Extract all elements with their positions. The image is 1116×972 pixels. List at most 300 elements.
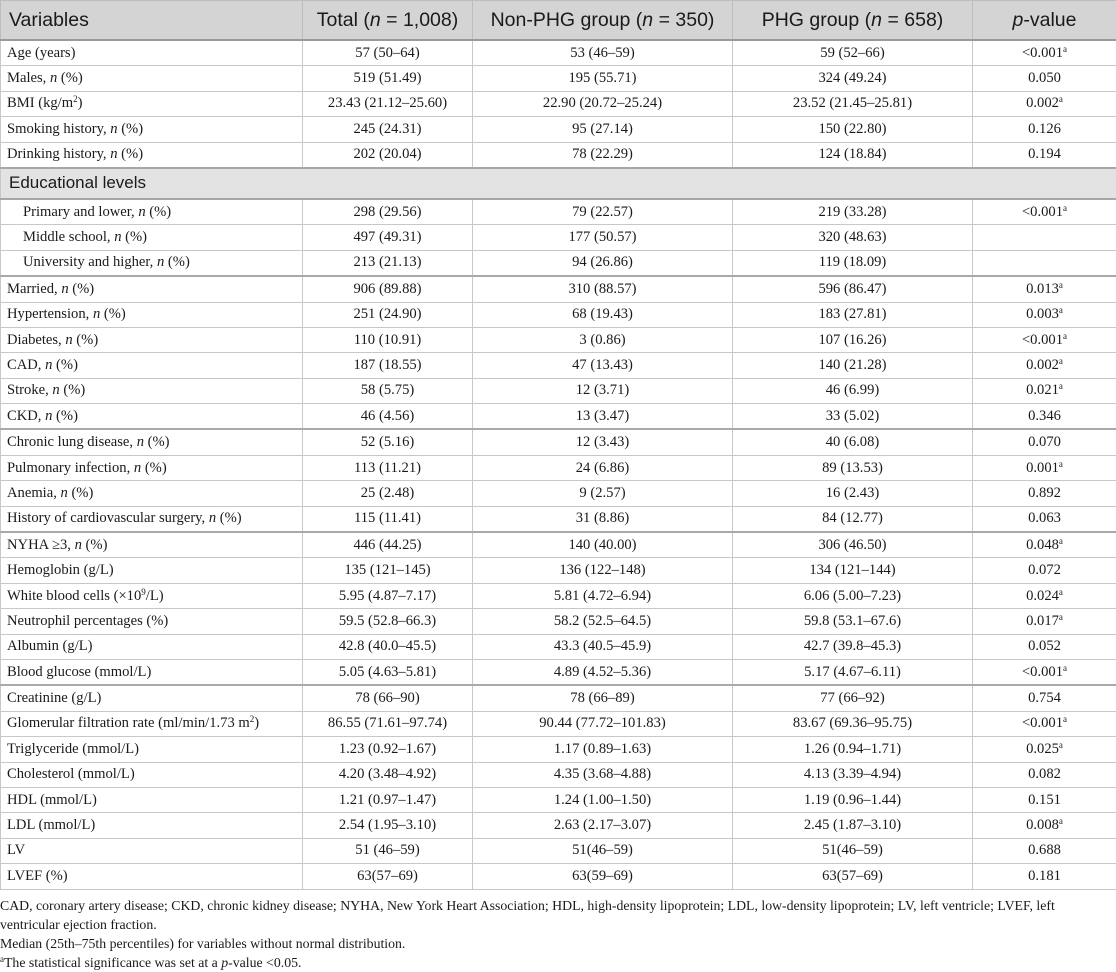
cell-non-phg: 58.2 (52.5–64.5) (473, 609, 733, 634)
header-p-post: -value (1023, 9, 1076, 31)
label-italic-n: n (61, 485, 68, 501)
table-row (1, 737, 1116, 762)
significance-marker: a (1059, 280, 1063, 290)
variable-label (1, 455, 303, 480)
cell-p-value (973, 250, 1116, 276)
variable-label (1, 117, 303, 142)
cell-non-phg: 195 (55.71) (473, 66, 733, 91)
cell-p-value (973, 813, 1116, 838)
header-variables-text: Variables (9, 9, 89, 31)
label-text: Drinking history, (7, 146, 110, 162)
cell-p-value (973, 142, 1116, 168)
label-text: CAD, (7, 357, 45, 373)
header-non-phg (473, 1, 733, 41)
header-phg-pre: PHG group ( (762, 9, 871, 31)
variable-label (1, 838, 303, 863)
cell-phg: 2.45 (1.87–3.10) (733, 813, 973, 838)
label-suffix: (%) (60, 382, 86, 398)
p-value-text: <0.001 (1022, 715, 1063, 731)
label-suffix: (%) (57, 70, 83, 86)
label-text: Middle school, (23, 229, 114, 245)
p-value-text: 0.002 (1026, 357, 1059, 373)
cell-total: 251 (24.90) (303, 302, 473, 327)
label-suffix: ) (78, 95, 83, 111)
cell-phg: 219 (33.28) (733, 199, 973, 225)
cell-p-value (973, 659, 1116, 685)
p-value-text: 0.025 (1026, 741, 1059, 757)
cell-p-value (973, 302, 1116, 327)
cell-p-value (973, 378, 1116, 403)
cell-p-value (973, 481, 1116, 506)
cell-phg: 320 (48.63) (733, 225, 973, 250)
label-text: History of cardiovascular surgery, (7, 510, 209, 526)
cell-non-phg: 9 (2.57) (473, 481, 733, 506)
cell-total: 5.95 (4.87–7.17) (303, 583, 473, 608)
p-value-text: 0.003 (1026, 306, 1059, 322)
cell-phg: 51(46–59) (733, 838, 973, 863)
label-italic-n: n (137, 434, 144, 450)
label-text: Age (years) (7, 45, 75, 61)
variable-label (1, 506, 303, 532)
p-value-text: 0.151 (1028, 792, 1061, 808)
cell-total: 63(57–69) (303, 864, 473, 889)
cell-phg: 63(57–69) (733, 864, 973, 889)
label-italic-n: n (110, 121, 117, 137)
cell-p-value (973, 634, 1116, 659)
table-row (1, 378, 1116, 403)
label-suffix: (%) (164, 254, 190, 270)
cell-non-phg: 43.3 (40.5–45.9) (473, 634, 733, 659)
variable-label (1, 634, 303, 659)
label-suffix: ) (254, 715, 259, 731)
cell-p-value (973, 404, 1116, 430)
label-italic-n: n (209, 510, 216, 526)
cell-non-phg: 310 (88.57) (473, 276, 733, 302)
footnote-sig-pre: The statistical significance was set at a (4, 955, 221, 970)
cell-total: 52 (5.16) (303, 429, 473, 455)
label-text: LDL (mmol/L) (7, 817, 95, 833)
label-superscript: 9 (141, 587, 146, 597)
cell-total: 446 (44.25) (303, 532, 473, 558)
cell-non-phg: 63(59–69) (473, 864, 733, 889)
variable-label (1, 40, 303, 66)
cell-total: 113 (11.21) (303, 455, 473, 480)
cell-p-value (973, 609, 1116, 634)
cell-p-value (973, 532, 1116, 558)
significance-marker: a (1063, 663, 1067, 673)
variable-label (1, 225, 303, 250)
table-row (1, 225, 1116, 250)
p-value-text: 0.072 (1028, 562, 1061, 578)
table-row (1, 609, 1116, 634)
label-suffix: (%) (144, 434, 170, 450)
cell-phg: 6.06 (5.00–7.23) (733, 583, 973, 608)
label-text: Diabetes, (7, 332, 65, 348)
cell-total: 1.23 (0.92–1.67) (303, 737, 473, 762)
label-text: LVEF (%) (7, 868, 68, 884)
cell-total: 115 (11.41) (303, 506, 473, 532)
cell-p-value (973, 787, 1116, 812)
table-row (1, 532, 1116, 558)
cell-p-value (973, 327, 1116, 352)
label-suffix: /L) (146, 588, 164, 604)
table-row (1, 634, 1116, 659)
label-text: Hemoglobin (g/L) (7, 562, 114, 578)
section-row (1, 168, 1116, 199)
p-value-text: 0.017 (1026, 613, 1059, 629)
cell-phg: 183 (27.81) (733, 302, 973, 327)
label-text: Albumin (g/L) (7, 638, 93, 654)
p-value-text: 0.052 (1028, 638, 1061, 654)
p-value-text: 0.082 (1028, 766, 1061, 782)
header-p-italic: p (1013, 9, 1024, 31)
cell-phg: 119 (18.09) (733, 250, 973, 276)
label-suffix: (%) (82, 537, 108, 553)
label-text: Stroke, (7, 382, 52, 398)
label-text: Pulmonary infection, (7, 460, 134, 476)
label-text: Primary and lower, (23, 204, 138, 220)
significance-marker: a (1063, 331, 1067, 341)
header-p-value (973, 1, 1116, 41)
p-value-text: 0.021 (1026, 382, 1059, 398)
header-total-post: = 1,008) (381, 9, 459, 31)
p-value-text: 0.008 (1026, 817, 1059, 833)
cell-non-phg: 12 (3.71) (473, 378, 733, 403)
table-row (1, 506, 1116, 532)
cell-non-phg: 22.90 (20.72–25.24) (473, 91, 733, 116)
label-text: Neutrophil percentages (%) (7, 613, 168, 629)
cell-non-phg: 136 (122–148) (473, 558, 733, 583)
table-row (1, 404, 1116, 430)
header-nonphg-post: = 350) (653, 9, 714, 31)
header-phg (733, 1, 973, 41)
table-footnotes (0, 890, 1116, 972)
label-text: Glomerular filtration rate (ml/min/1.73 m (7, 715, 250, 731)
table-body (1, 40, 1116, 889)
label-italic-n: n (134, 460, 141, 476)
cell-p-value (973, 429, 1116, 455)
variable-label (1, 558, 303, 583)
variable-label (1, 302, 303, 327)
cell-total: 57 (50–64) (303, 40, 473, 66)
significance-marker: a (1059, 587, 1063, 597)
cell-p-value (973, 40, 1116, 66)
table-row (1, 762, 1116, 787)
significance-marker: a (1059, 305, 1063, 315)
label-text: Cholesterol (mmol/L) (7, 766, 135, 782)
table-row (1, 327, 1116, 352)
variable-label (1, 762, 303, 787)
label-italic-n: n (61, 281, 68, 297)
cell-phg: 5.17 (4.67–6.11) (733, 659, 973, 685)
table-header (1, 1, 1116, 41)
cell-total: 497 (49.31) (303, 225, 473, 250)
label-text: Hypertension, (7, 306, 93, 322)
cell-phg: 1.19 (0.96–1.44) (733, 787, 973, 812)
cell-non-phg: 78 (66–89) (473, 685, 733, 711)
label-text: University and higher, (23, 254, 157, 270)
label-suffix: (%) (68, 485, 94, 501)
cell-non-phg: 78 (22.29) (473, 142, 733, 168)
header-variables (1, 1, 303, 41)
table-row (1, 91, 1116, 116)
cell-non-phg: 94 (26.86) (473, 250, 733, 276)
p-value-text: <0.001 (1022, 45, 1063, 61)
table-row (1, 250, 1116, 276)
significance-marker: a (1059, 536, 1063, 546)
variable-label (1, 66, 303, 91)
cell-total: 5.05 (4.63–5.81) (303, 659, 473, 685)
table-row (1, 353, 1116, 378)
label-text: Chronic lung disease, (7, 434, 137, 450)
cell-non-phg: 2.63 (2.17–3.07) (473, 813, 733, 838)
label-italic-n: n (93, 306, 100, 322)
cell-total: 42.8 (40.0–45.5) (303, 634, 473, 659)
label-text: Males, (7, 70, 50, 86)
cell-total: 1.21 (0.97–1.47) (303, 787, 473, 812)
variable-label (1, 327, 303, 352)
cell-p-value (973, 506, 1116, 532)
table-row (1, 302, 1116, 327)
label-suffix: (%) (118, 146, 144, 162)
footnote-sig-marker: a (0, 954, 4, 964)
p-value-text: 0.048 (1026, 537, 1059, 553)
p-value-text: 0.892 (1028, 485, 1061, 501)
label-text: HDL (mmol/L) (7, 792, 97, 808)
cell-non-phg: 68 (19.43) (473, 302, 733, 327)
cell-total: 202 (20.04) (303, 142, 473, 168)
table-row (1, 117, 1116, 142)
cell-total: 51 (46–59) (303, 838, 473, 863)
label-text: CKD, (7, 408, 45, 424)
variable-label (1, 404, 303, 430)
footnote-sig-p: p (221, 955, 228, 970)
variable-label (1, 250, 303, 276)
table-row (1, 40, 1116, 66)
cell-total: 135 (121–145) (303, 558, 473, 583)
variable-label (1, 276, 303, 302)
label-suffix: (%) (52, 408, 78, 424)
cell-total: 4.20 (3.48–4.92) (303, 762, 473, 787)
label-italic-n: n (50, 70, 57, 86)
table-row (1, 429, 1116, 455)
table-row (1, 711, 1116, 736)
cell-non-phg: 140 (40.00) (473, 532, 733, 558)
cell-non-phg: 47 (13.43) (473, 353, 733, 378)
table-row (1, 685, 1116, 711)
cell-phg: 134 (121–144) (733, 558, 973, 583)
cell-total: 59.5 (52.8–66.3) (303, 609, 473, 634)
label-italic-n: n (45, 408, 52, 424)
cell-total: 245 (24.31) (303, 117, 473, 142)
header-phg-post: = 658) (882, 9, 943, 31)
variable-label (1, 142, 303, 168)
p-value-text: 0.688 (1028, 842, 1061, 858)
cell-p-value (973, 66, 1116, 91)
cell-phg: 59.8 (53.1–67.6) (733, 609, 973, 634)
label-text: White blood cells (×10 (7, 588, 141, 604)
significance-marker: a (1059, 381, 1063, 391)
p-value-text: <0.001 (1022, 204, 1063, 220)
variable-label (1, 813, 303, 838)
variable-label (1, 685, 303, 711)
cell-p-value (973, 583, 1116, 608)
table-row (1, 864, 1116, 889)
cell-total: 2.54 (1.95–3.10) (303, 813, 473, 838)
cell-non-phg: 4.89 (4.52–5.36) (473, 659, 733, 685)
p-value-text: 0.070 (1028, 434, 1061, 450)
variable-label (1, 787, 303, 812)
variable-label (1, 532, 303, 558)
cell-p-value (973, 711, 1116, 736)
cell-non-phg: 79 (22.57) (473, 199, 733, 225)
cell-non-phg: 1.17 (0.89–1.63) (473, 737, 733, 762)
significance-marker: a (1059, 740, 1063, 750)
cell-non-phg: 53 (46–59) (473, 40, 733, 66)
section-label: Educational levels (1, 168, 1116, 199)
p-value-text: <0.001 (1022, 332, 1063, 348)
cell-phg: 23.52 (21.45–25.81) (733, 91, 973, 116)
cell-total: 46 (4.56) (303, 404, 473, 430)
label-text: Blood glucose (mmol/L) (7, 664, 151, 680)
cell-non-phg: 177 (50.57) (473, 225, 733, 250)
header-total-pre: Total ( (317, 9, 370, 31)
cell-phg: 84 (12.77) (733, 506, 973, 532)
header-phg-n: n (871, 9, 882, 31)
cell-p-value (973, 838, 1116, 863)
cell-p-value (973, 91, 1116, 116)
cell-phg: 89 (13.53) (733, 455, 973, 480)
significance-marker: a (1063, 203, 1067, 213)
cell-p-value (973, 762, 1116, 787)
label-text: Married, (7, 281, 61, 297)
cell-total: 78 (66–90) (303, 685, 473, 711)
significance-marker: a (1059, 459, 1063, 469)
cell-p-value (973, 737, 1116, 762)
label-text: Creatinine (g/L) (7, 690, 101, 706)
footnote-sig-post: -value <0.05. (228, 955, 301, 970)
header-total-n: n (370, 9, 381, 31)
cell-total: 110 (10.91) (303, 327, 473, 352)
significance-marker: a (1063, 714, 1067, 724)
variable-label (1, 353, 303, 378)
label-italic-n: n (138, 204, 145, 220)
table-row (1, 583, 1116, 608)
cell-total: 298 (29.56) (303, 199, 473, 225)
cell-p-value (973, 864, 1116, 889)
label-italic-n: n (45, 357, 52, 373)
cell-non-phg: 3 (0.86) (473, 327, 733, 352)
cell-p-value (973, 276, 1116, 302)
cell-p-value (973, 685, 1116, 711)
label-text: NYHA ≥3, (7, 537, 75, 553)
variable-label (1, 609, 303, 634)
p-value-text: 0.346 (1028, 408, 1061, 424)
label-suffix: (%) (52, 357, 78, 373)
cell-phg: 42.7 (39.8–45.3) (733, 634, 973, 659)
table-row (1, 813, 1116, 838)
p-value-text: 0.194 (1028, 146, 1061, 162)
label-text: BMI (kg/m (7, 95, 73, 111)
label-suffix: (%) (146, 204, 172, 220)
cell-phg: 16 (2.43) (733, 481, 973, 506)
cell-total: 213 (21.13) (303, 250, 473, 276)
table-row (1, 481, 1116, 506)
cell-non-phg: 12 (3.43) (473, 429, 733, 455)
cell-non-phg: 24 (6.86) (473, 455, 733, 480)
cell-phg: 107 (16.26) (733, 327, 973, 352)
cell-total: 86.55 (71.61–97.74) (303, 711, 473, 736)
label-superscript: 2 (73, 94, 78, 104)
table-row (1, 66, 1116, 91)
label-italic-n: n (75, 537, 82, 553)
header-total (303, 1, 473, 41)
variable-label (1, 429, 303, 455)
cell-non-phg: 51(46–59) (473, 838, 733, 863)
footnote-abbreviations: CAD, coronary artery disease; CKD, chronic kidney disease; NYHA, New York Heart Association; HDL, high-density lipoprotein; LDL, low-density lipoprotein; LV, left ventricle; LVEF, left ventricular ejection fraction. (0, 896, 1114, 934)
cell-phg: 59 (52–66) (733, 40, 973, 66)
cell-total: 519 (51.49) (303, 66, 473, 91)
cell-non-phg: 4.35 (3.68–4.88) (473, 762, 733, 787)
header-row (1, 1, 1116, 41)
variable-label (1, 91, 303, 116)
cell-p-value (973, 117, 1116, 142)
cell-total: 58 (5.75) (303, 378, 473, 403)
cell-p-value (973, 455, 1116, 480)
cell-phg: 324 (49.24) (733, 66, 973, 91)
p-value-text: 0.001 (1026, 460, 1059, 476)
variable-label (1, 659, 303, 685)
cell-phg: 77 (66–92) (733, 685, 973, 711)
cell-non-phg: 13 (3.47) (473, 404, 733, 430)
label-suffix: (%) (100, 306, 126, 322)
label-superscript: 2 (250, 714, 255, 724)
variable-label (1, 378, 303, 403)
label-text: Triglyceride (mmol/L) (7, 741, 139, 757)
label-italic-n: n (114, 229, 121, 245)
significance-marker: a (1059, 94, 1063, 104)
cell-phg: 33 (5.02) (733, 404, 973, 430)
variable-label (1, 711, 303, 736)
table-row (1, 659, 1116, 685)
significance-marker: a (1059, 356, 1063, 366)
label-suffix: (%) (216, 510, 242, 526)
cell-p-value (973, 353, 1116, 378)
cell-non-phg: 31 (8.86) (473, 506, 733, 532)
cell-phg: 150 (22.80) (733, 117, 973, 142)
cell-non-phg: 95 (27.14) (473, 117, 733, 142)
variable-label (1, 737, 303, 762)
label-suffix: (%) (73, 332, 99, 348)
label-suffix: (%) (69, 281, 95, 297)
p-value-text: <0.001 (1022, 664, 1063, 680)
p-value-text: 0.126 (1028, 121, 1061, 137)
header-nonphg-pre: Non-PHG group ( (491, 9, 643, 31)
table-row (1, 199, 1116, 225)
variable-label (1, 864, 303, 889)
label-text: Smoking history, (7, 121, 110, 137)
significance-marker: a (1063, 44, 1067, 54)
p-value-text: 0.181 (1028, 868, 1061, 884)
variable-label (1, 481, 303, 506)
table-row (1, 787, 1116, 812)
footnote-significance (0, 953, 1114, 972)
p-value-text: 0.024 (1026, 588, 1059, 604)
cell-total: 23.43 (21.12–25.60) (303, 91, 473, 116)
p-value-text: 0.063 (1028, 510, 1061, 526)
cell-p-value (973, 199, 1116, 225)
table-row (1, 558, 1116, 583)
